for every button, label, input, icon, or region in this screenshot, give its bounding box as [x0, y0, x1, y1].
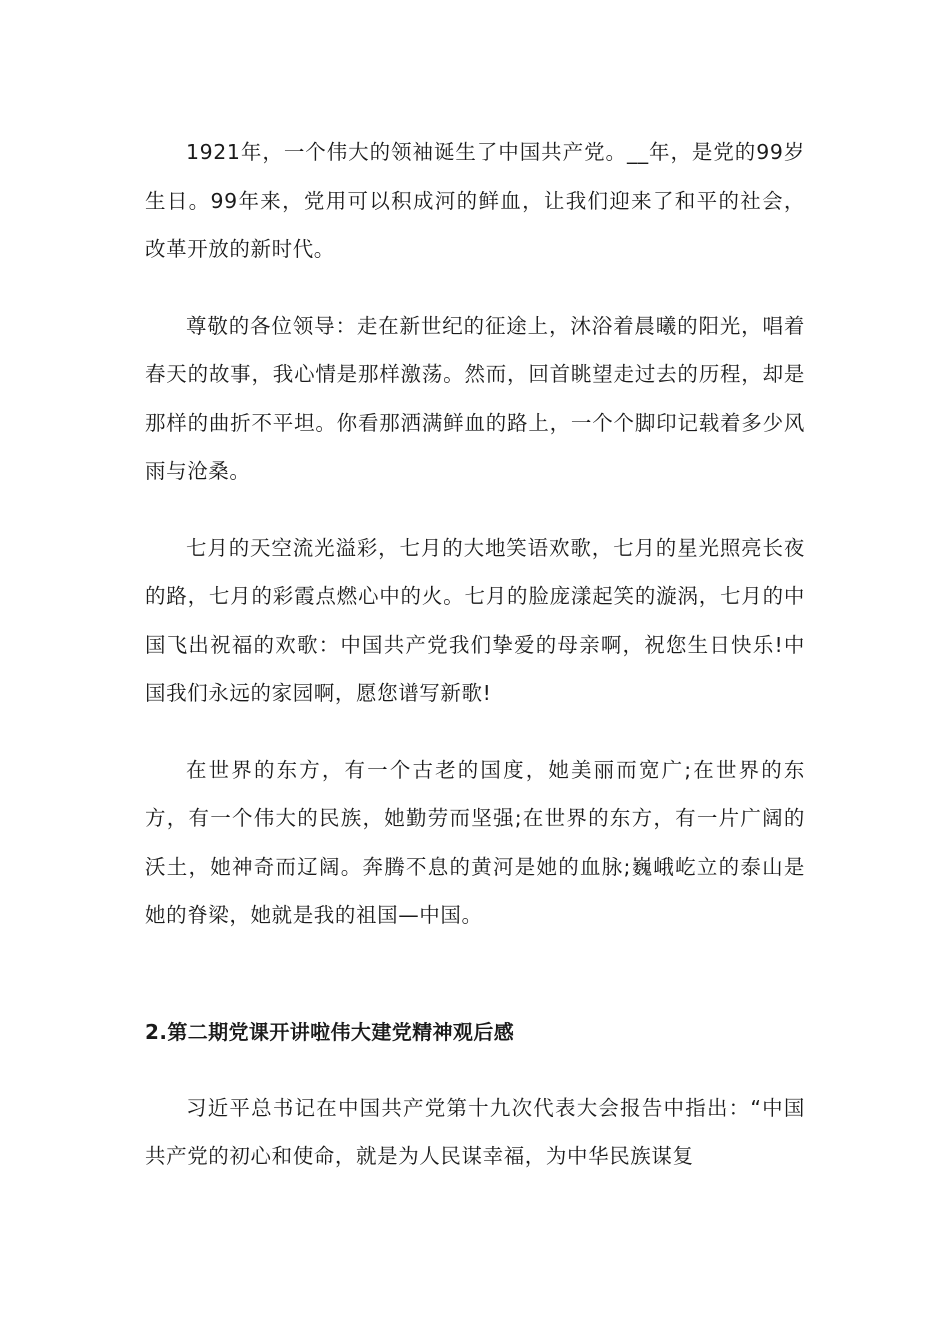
- paragraph-3: 七月的天空流光溢彩，七月的大地笑语欢歌，七月的星光照亮长夜的路，七月的彩霞点燃心中的火。七月的脸庞漾起笑的漩涡，七月的中国飞出祝福的欢歌：中国共产党我们挚爱的母亲啊，祝您生日快乐!中国我们永远的家园啊，愿您谱写新歌!: [145, 535, 805, 705]
- paragraph-1: 1921年，一个伟大的领袖诞生了中国共产党。__年，是党的99岁生日。99年来，党用可以积成河的鲜血，让我们迎来了和平的社会，改革开放的新时代。: [145, 140, 805, 261]
- paragraph-4: 在世界的东方，有一个古老的国度，她美丽而宽广;在世界的东方，有一个伟大的民族，她勤劳而坚强;在世界的东方，有一片广阔的沃土，她神奇而辽阔。奔腾不息的黄河是她的血脉;巍峨屹立的泰山是她的脊梁，她就是我的祖国—中国。: [145, 757, 805, 927]
- section-heading: 2.第二期党课开讲啦伟大建党精神观后感: [145, 1019, 515, 1044]
- paragraph-2: 尊敬的各位领导：走在新世纪的征途上，沐浴着晨曦的阳光，唱着春天的故事，我心情是那样激荡。然而，回首眺望走过去的历程，却是那样的曲折不平坦。你看那洒满鲜血的路上，一个个脚印记载着多少风雨与沧桑。: [145, 313, 805, 483]
- document-body: [145, 128, 805, 1209]
- section-paragraph: 习近平总书记在中国共产党第十九次代表大会报告中指出：“中国共产党的初心和使命，就是为人民谋幸福，为中华民族谋复: [145, 1095, 805, 1168]
